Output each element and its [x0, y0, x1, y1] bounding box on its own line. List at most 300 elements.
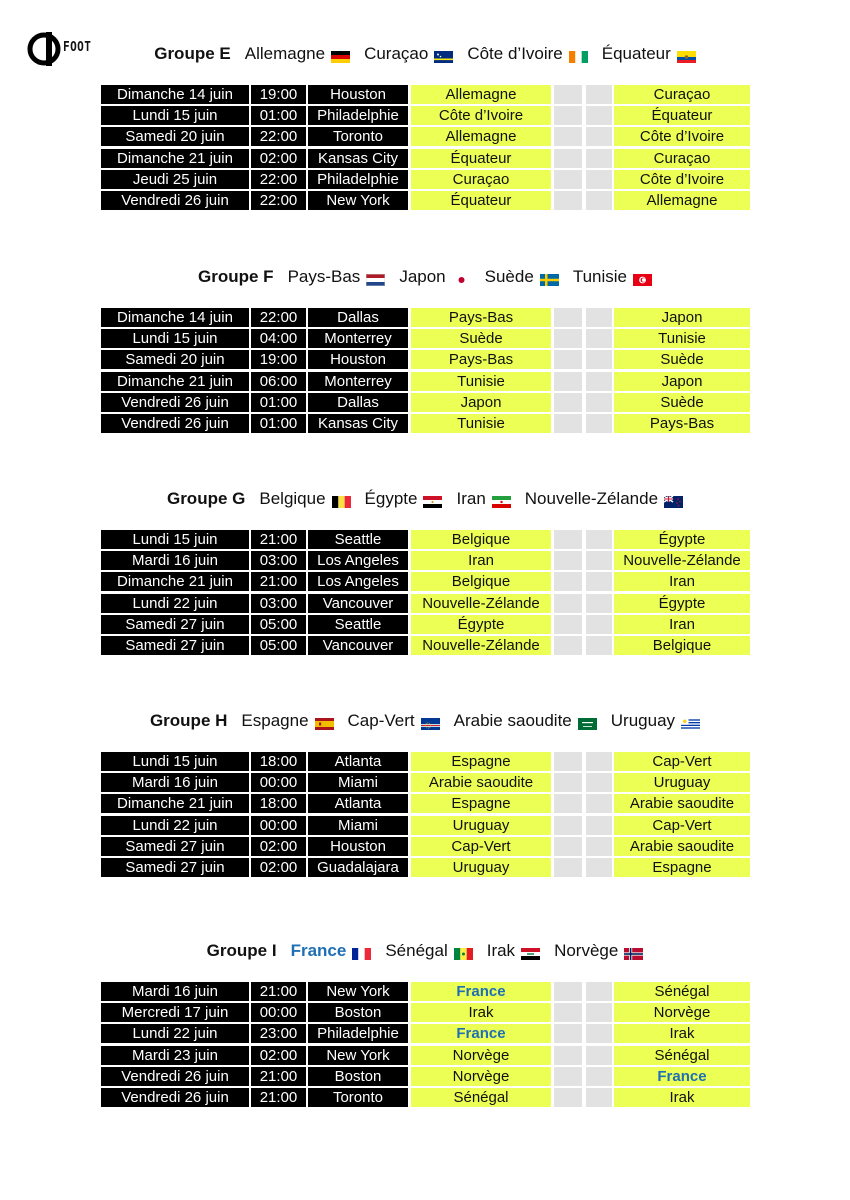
away-score — [586, 1024, 612, 1043]
away-team: Iran — [614, 572, 750, 591]
away-score — [586, 414, 612, 433]
team-name: Équateur — [601, 44, 671, 63]
match-time: 21:00 — [251, 572, 306, 591]
match-city: New York — [308, 191, 408, 210]
home-score — [554, 85, 582, 104]
team-name: Norvège — [554, 941, 619, 960]
match-time: 22:00 — [251, 170, 306, 189]
home-score — [554, 752, 582, 771]
match-date: Dimanche 14 juin — [101, 308, 249, 327]
match-date: Samedi 20 juin — [101, 127, 249, 146]
match-time: 02:00 — [251, 149, 306, 168]
match-time: 18:00 — [251, 794, 306, 813]
table-row — [101, 794, 751, 813]
table-row — [101, 551, 751, 570]
senegal-flag-icon — [454, 945, 473, 957]
home-team: Côte d’Ivoire — [411, 106, 551, 125]
group-team — [291, 941, 372, 961]
group-title: Groupe I — [206, 941, 277, 960]
group-team — [245, 44, 350, 64]
away-score — [586, 837, 612, 856]
team-name: Arabie saoudite — [453, 711, 572, 730]
match-date: Vendredi 26 juin — [101, 1088, 249, 1107]
table-row — [101, 191, 751, 210]
home-score — [554, 615, 582, 634]
home-score — [554, 572, 582, 591]
away-team: Tunisie — [614, 329, 750, 348]
group-title: Groupe H — [149, 711, 228, 730]
match-date: Samedi 27 juin — [101, 837, 249, 856]
home-team: Suède — [411, 329, 551, 348]
table-row — [101, 393, 751, 412]
match-time: 19:00 — [251, 350, 306, 369]
away-score — [586, 149, 612, 168]
home-team: Belgique — [411, 530, 551, 549]
home-team: Arabie saoudite — [411, 773, 551, 792]
away-score — [586, 816, 612, 835]
team-name: France — [290, 941, 347, 960]
match-date: Samedi 27 juin — [101, 858, 249, 877]
home-score — [554, 149, 582, 168]
new-zealand-flag-icon — [664, 493, 683, 505]
home-score — [554, 1003, 582, 1022]
team-name: Nouvelle-Zélande — [524, 489, 659, 508]
saudi-arabia-flag-icon — [578, 715, 597, 727]
away-team: Curaçao — [614, 85, 750, 104]
away-score — [586, 530, 612, 549]
match-date: Vendredi 26 juin — [101, 414, 249, 433]
home-team: Cap-Vert — [411, 837, 551, 856]
match-date: Dimanche 21 juin — [101, 149, 249, 168]
match-date: Lundi 15 juin — [101, 106, 249, 125]
germany-flag-icon — [331, 48, 350, 60]
away-team: Arabie saoudite — [614, 837, 750, 856]
home-team: France — [411, 1024, 551, 1043]
away-score — [586, 393, 612, 412]
home-team: Tunisie — [411, 372, 551, 391]
home-score — [554, 594, 582, 613]
match-date: Lundi 15 juin — [101, 329, 249, 348]
match-city: New York — [308, 982, 408, 1001]
away-team: Sénégal — [614, 982, 750, 1001]
match-date: Mardi 16 juin — [101, 773, 249, 792]
home-team: Allemagne — [411, 85, 551, 104]
match-time: 21:00 — [251, 982, 306, 1001]
match-city: Houston — [308, 837, 408, 856]
team-name: Irak — [486, 941, 516, 960]
match-date: Lundi 22 juin — [101, 816, 249, 835]
away-team: Nouvelle-Zélande — [614, 551, 750, 570]
ivory-coast-flag-icon — [569, 48, 588, 60]
ecuador-flag-icon — [677, 48, 696, 60]
match-city: Boston — [308, 1003, 408, 1022]
match-city: Los Angeles — [308, 572, 408, 591]
match-city: Vancouver — [308, 636, 408, 655]
table-row — [101, 530, 751, 549]
match-date: Dimanche 21 juin — [101, 794, 249, 813]
away-score — [586, 1067, 612, 1086]
match-city: Seattle — [308, 530, 408, 549]
away-team: Suède — [614, 350, 750, 369]
match-time: 02:00 — [251, 1046, 306, 1065]
match-time: 21:00 — [251, 1088, 306, 1107]
match-city: Dallas — [308, 308, 408, 327]
away-team: Cap-Vert — [614, 752, 750, 771]
match-date: Mardi 16 juin — [101, 551, 249, 570]
belgium-flag-icon — [332, 493, 351, 505]
match-time: 02:00 — [251, 837, 306, 856]
home-team: Norvège — [411, 1067, 551, 1086]
away-team: Japon — [614, 308, 750, 327]
group-header — [0, 265, 850, 289]
table-row — [101, 308, 751, 327]
match-city: Atlanta — [308, 794, 408, 813]
away-team: Espagne — [614, 858, 750, 877]
away-score — [586, 794, 612, 813]
away-team: Pays-Bas — [614, 414, 750, 433]
logo-text: FOOT — [63, 40, 92, 55]
home-score — [554, 106, 582, 125]
away-team: Sénégal — [614, 1046, 750, 1065]
team-name: Sénégal — [385, 941, 448, 960]
team-name: Égypte — [364, 489, 418, 508]
home-score — [554, 414, 582, 433]
home-score — [554, 329, 582, 348]
match-city: Monterrey — [308, 329, 408, 348]
table-row — [101, 329, 751, 348]
group-header — [0, 487, 850, 511]
home-score — [554, 816, 582, 835]
match-time: 01:00 — [251, 414, 306, 433]
home-team: Nouvelle-Zélande — [411, 636, 551, 655]
match-time: 22:00 — [251, 127, 306, 146]
home-team: Pays-Bas — [411, 308, 551, 327]
away-score — [586, 350, 612, 369]
cape-verde-flag-icon — [421, 715, 440, 727]
team-name: Iran — [456, 489, 486, 508]
table-row — [101, 1046, 751, 1065]
match-time: 00:00 — [251, 816, 306, 835]
team-name: Côte d’Ivoire — [467, 44, 563, 63]
table-row — [101, 837, 751, 856]
table-row — [101, 615, 751, 634]
match-date: Samedi 20 juin — [101, 350, 249, 369]
home-score — [554, 837, 582, 856]
match-date: Dimanche 14 juin — [101, 85, 249, 104]
match-time: 21:00 — [251, 1067, 306, 1086]
match-city: Philadelphie — [308, 170, 408, 189]
table-row — [101, 106, 751, 125]
match-time: 18:00 — [251, 752, 306, 771]
away-team: Équateur — [614, 106, 750, 125]
home-score — [554, 1024, 582, 1043]
team-name: Pays-Bas — [287, 267, 361, 286]
table-row — [101, 1088, 751, 1107]
match-time: 00:00 — [251, 773, 306, 792]
home-score — [554, 308, 582, 327]
home-team: Belgique — [411, 572, 551, 591]
team-name: Japon — [399, 267, 446, 286]
group-team — [348, 711, 440, 731]
match-city: Kansas City — [308, 414, 408, 433]
home-team: Espagne — [411, 752, 551, 771]
away-score — [586, 85, 612, 104]
home-team: Uruguay — [411, 816, 551, 835]
group-team — [364, 44, 453, 64]
away-team: Iran — [614, 615, 750, 634]
away-score — [586, 594, 612, 613]
home-team: Égypte — [411, 615, 551, 634]
home-score — [554, 127, 582, 146]
match-date: Mardi 16 juin — [101, 982, 249, 1001]
match-city: Toronto — [308, 127, 408, 146]
home-score — [554, 1088, 582, 1107]
away-score — [586, 858, 612, 877]
group-title: Groupe G — [166, 489, 246, 508]
match-city: Philadelphie — [308, 1024, 408, 1043]
table-row — [101, 858, 751, 877]
netherlands-flag-icon — [366, 271, 385, 283]
match-city: Philadelphie — [308, 106, 408, 125]
home-score — [554, 551, 582, 570]
table-row — [101, 1003, 751, 1022]
home-team: Équateur — [411, 191, 551, 210]
team-name: Suède — [484, 267, 534, 286]
home-team: Nouvelle-Zélande — [411, 594, 551, 613]
home-team: Uruguay — [411, 858, 551, 877]
spain-flag-icon — [315, 715, 334, 727]
away-score — [586, 106, 612, 125]
match-time: 19:00 — [251, 85, 306, 104]
table-row — [101, 170, 751, 189]
away-team: Arabie saoudite — [614, 794, 750, 813]
away-score — [586, 1003, 612, 1022]
match-date: Samedi 27 juin — [101, 615, 249, 634]
home-team: Pays-Bas — [411, 350, 551, 369]
group-team — [525, 489, 683, 509]
away-score — [586, 615, 612, 634]
japan-flag-icon — [452, 271, 471, 283]
match-date: Lundi 15 juin — [101, 530, 249, 549]
group-team — [288, 267, 386, 287]
away-team: Curaçao — [614, 149, 750, 168]
away-team: Cap-Vert — [614, 816, 750, 835]
match-date: Samedi 27 juin — [101, 636, 249, 655]
group-team — [573, 267, 652, 287]
match-date: Vendredi 26 juin — [101, 393, 249, 412]
home-team: Iran — [411, 551, 551, 570]
home-score — [554, 1067, 582, 1086]
table-row — [101, 149, 751, 168]
group-team — [399, 267, 470, 287]
home-team: Tunisie — [411, 414, 551, 433]
group-team — [456, 489, 510, 509]
table-row — [101, 982, 751, 1001]
home-team: Irak — [411, 1003, 551, 1022]
away-score — [586, 127, 612, 146]
match-time: 00:00 — [251, 1003, 306, 1022]
match-time: 22:00 — [251, 308, 306, 327]
away-score — [586, 752, 612, 771]
match-time: 03:00 — [251, 551, 306, 570]
match-date: Jeudi 25 juin — [101, 170, 249, 189]
group-team — [467, 44, 587, 64]
match-date: Lundi 22 juin — [101, 1024, 249, 1043]
table-row — [101, 636, 751, 655]
away-team: Irak — [614, 1088, 750, 1107]
match-city: Miami — [308, 773, 408, 792]
match-time: 02:00 — [251, 858, 306, 877]
match-time: 04:00 — [251, 329, 306, 348]
home-team: Japon — [411, 393, 551, 412]
iran-flag-icon — [492, 493, 511, 505]
away-team: Côte d’Ivoire — [614, 127, 750, 146]
table-row — [101, 127, 751, 146]
away-team: Côte d’Ivoire — [614, 170, 750, 189]
norway-flag-icon — [624, 945, 643, 957]
match-city: New York — [308, 1046, 408, 1065]
away-team: Uruguay — [614, 773, 750, 792]
group-team — [454, 711, 597, 731]
group-team — [259, 489, 350, 509]
uruguay-flag-icon — [681, 715, 700, 727]
match-city: Monterrey — [308, 372, 408, 391]
table-row — [101, 752, 751, 771]
away-score — [586, 329, 612, 348]
away-score — [586, 636, 612, 655]
match-city: Seattle — [308, 615, 408, 634]
table-row — [101, 372, 751, 391]
match-date: Vendredi 26 juin — [101, 191, 249, 210]
away-score — [586, 551, 612, 570]
match-city: Miami — [308, 816, 408, 835]
match-city: Toronto — [308, 1088, 408, 1107]
match-time: 01:00 — [251, 393, 306, 412]
home-score — [554, 372, 582, 391]
away-score — [586, 308, 612, 327]
group-title: Groupe E — [154, 44, 231, 63]
match-time: 22:00 — [251, 191, 306, 210]
away-score — [586, 1046, 612, 1065]
match-city: Kansas City — [308, 149, 408, 168]
match-date: Vendredi 26 juin — [101, 1067, 249, 1086]
away-team: Irak — [614, 1024, 750, 1043]
away-team: Norvège — [614, 1003, 750, 1022]
match-city: Los Angeles — [308, 551, 408, 570]
home-team: Sénégal — [411, 1088, 551, 1107]
table-row — [101, 773, 751, 792]
team-name: Espagne — [241, 711, 309, 730]
match-time: 05:00 — [251, 636, 306, 655]
away-team: Belgique — [614, 636, 750, 655]
table-row — [101, 1067, 751, 1086]
match-time: 01:00 — [251, 106, 306, 125]
match-date: Lundi 22 juin — [101, 594, 249, 613]
match-date: Mercredi 17 juin — [101, 1003, 249, 1022]
away-score — [586, 982, 612, 1001]
iraq-flag-icon — [521, 945, 540, 957]
home-score — [554, 773, 582, 792]
match-date: Mardi 23 juin — [101, 1046, 249, 1065]
away-team: Allemagne — [614, 191, 750, 210]
group-team — [485, 267, 559, 287]
away-score — [586, 773, 612, 792]
away-score — [586, 572, 612, 591]
table-row — [101, 414, 751, 433]
match-city: Atlanta — [308, 752, 408, 771]
match-city: Houston — [308, 350, 408, 369]
team-name: Belgique — [259, 489, 326, 508]
group-header — [0, 709, 850, 733]
match-city: Vancouver — [308, 594, 408, 613]
sweden-flag-icon — [540, 271, 559, 283]
home-team: Équateur — [411, 149, 551, 168]
team-name: Allemagne — [244, 44, 326, 63]
home-score — [554, 170, 582, 189]
group-team — [385, 941, 472, 961]
home-team: Espagne — [411, 794, 551, 813]
home-score — [554, 858, 582, 877]
home-score — [554, 530, 582, 549]
table-row — [101, 350, 751, 369]
match-time: 21:00 — [251, 530, 306, 549]
match-city: Houston — [308, 85, 408, 104]
home-score — [554, 636, 582, 655]
match-city: Boston — [308, 1067, 408, 1086]
team-name: Cap-Vert — [347, 711, 415, 730]
away-team: Suède — [614, 393, 750, 412]
team-name: Curaçao — [364, 44, 429, 63]
table-row — [101, 85, 751, 104]
group-header — [0, 42, 850, 66]
tunisia-flag-icon — [633, 271, 652, 283]
home-score — [554, 393, 582, 412]
table-row — [101, 816, 751, 835]
egypt-flag-icon — [423, 493, 442, 505]
match-time: 05:00 — [251, 615, 306, 634]
home-score — [554, 1046, 582, 1065]
match-time: 03:00 — [251, 594, 306, 613]
match-date: Lundi 15 juin — [101, 752, 249, 771]
home-team: Allemagne — [411, 127, 551, 146]
home-team: Curaçao — [411, 170, 551, 189]
group-header — [0, 939, 850, 963]
match-date: Dimanche 21 juin — [101, 572, 249, 591]
away-team: Égypte — [614, 530, 750, 549]
group-team — [487, 941, 540, 961]
match-time: 23:00 — [251, 1024, 306, 1043]
table-row — [101, 572, 751, 591]
home-score — [554, 350, 582, 369]
away-team: France — [614, 1067, 750, 1086]
group-team — [602, 44, 696, 64]
home-score — [554, 982, 582, 1001]
away-score — [586, 1088, 612, 1107]
group-team — [365, 489, 443, 509]
home-team: Norvège — [411, 1046, 551, 1065]
away-team: Égypte — [614, 594, 750, 613]
group-team — [554, 941, 643, 961]
table-row — [101, 1024, 751, 1043]
match-city: Dallas — [308, 393, 408, 412]
team-name: Tunisie — [572, 267, 627, 286]
away-score — [586, 191, 612, 210]
group-team — [611, 711, 700, 731]
group-team — [241, 711, 333, 731]
table-row — [101, 594, 751, 613]
home-score — [554, 191, 582, 210]
away-score — [586, 170, 612, 189]
